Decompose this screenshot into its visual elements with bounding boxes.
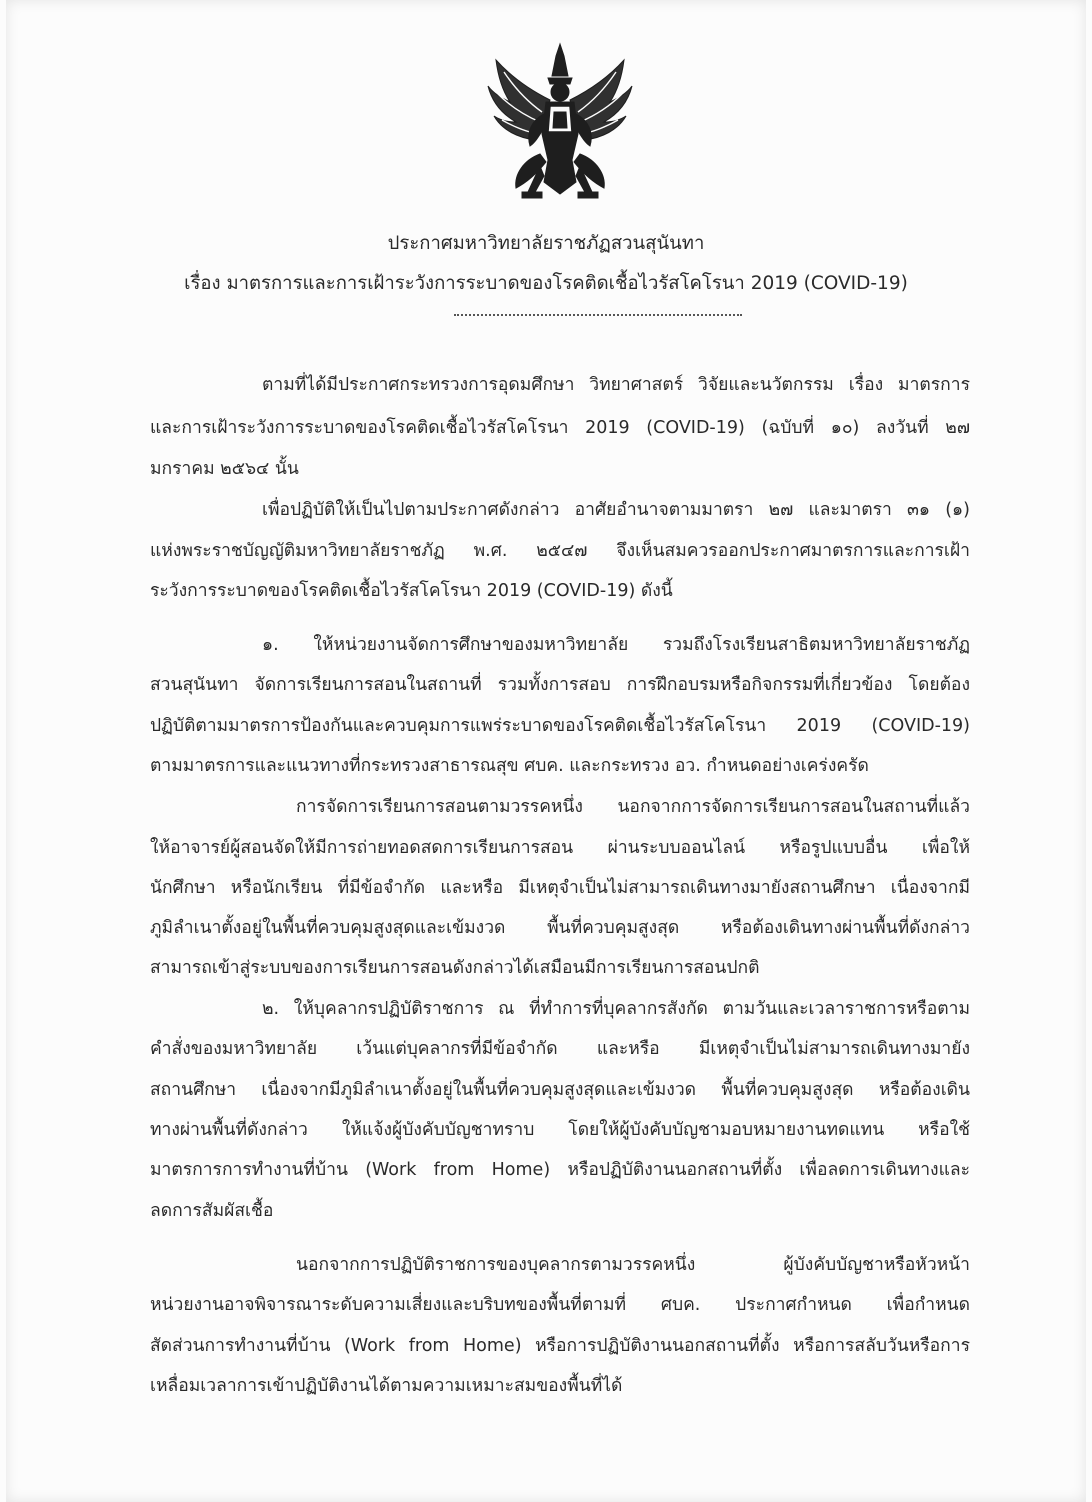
body-line: ๑. ให้หน่วยงานจัดการศึกษาของมหาวิทยาลัย รวมถึงโรงเรียนสาธิตมหาวิทยาลัยราชภัฏ bbox=[262, 635, 970, 655]
body-line: หน่วยงานอาจพิจารณาระดับความเสี่ยงและบริบทของพื้นที่ตามที่ ศบค. ประกาศกำหนด เพื่อกำหนด bbox=[150, 1295, 970, 1315]
body-line: ทางผ่านพื้นที่ดังกล่าว ให้แจ้งผู้บังคับบัญชาทราบ โดยให้ผู้บังคับบัญชามอบหมายงานทดแทน หรือใช้ bbox=[150, 1120, 970, 1140]
body-line: สวนสุนันทา จัดการเรียนการสอนในสถานที่ รวมทั้งการสอบ การฝึกอบรมหรือกิจกรรมที่เกี่ยวข้อง โดยต้อง bbox=[150, 675, 970, 695]
body-line: มกราคม ๒๕๖๔ นั้น bbox=[150, 459, 299, 479]
body-line: ระวังการระบาดของโรคติดเชื้อไวรัสโคโรนา 2019 (COVID-19) ดังนี้ bbox=[150, 581, 673, 601]
divider bbox=[454, 314, 742, 316]
body-line: และการเฝ้าระวังการระบาดของโรคติดเชื้อไวรัสโคโรนา 2019 (COVID-19) (ฉบับที่ ๑๐) ลงวันที่ ๒๗ bbox=[150, 418, 970, 438]
body-line: สถานศึกษา เนื่องจากมีภูมิลำเนาตั้งอยู่ในพื้นที่ควบคุมสูงสุดและเข้มงวด พื้นที่ควบคุมสูงสุด หรือต้องเดิน bbox=[150, 1080, 970, 1100]
body-line: เพื่อปฏิบัติให้เป็นไปตามประกาศดังกล่าว อาศัยอำนาจตามมาตรา ๒๗ และมาตรา ๓๑ (๑) bbox=[262, 500, 970, 520]
body-line: แห่งพระราชบัญญัติมหาวิทยาลัยราชภัฏ พ.ศ. ๒๕๔๗ จึงเห็นสมควรออกประกาศมาตรการและการเฝ้า bbox=[150, 541, 970, 561]
body-line: ภูมิลำเนาตั้งอยู่ในพื้นที่ควบคุมสูงสุดและเข้มงวด พื้นที่ควบคุมสูงสุด หรือต้องเดินทางผ่านพื้นที่ดังกล่าว bbox=[150, 918, 970, 938]
body-line: นอกจากการปฏิบัติราชการของบุคลากรตามวรรคหนึ่ง ผู้บังคับบัญชาหรือหัวหน้า bbox=[296, 1255, 970, 1275]
document-subject: เรื่อง มาตรการและการเฝ้าระวังการระบาดของโรคติดเชื้อไวรัสโคโรนา 2019 (COVID-19) bbox=[184, 273, 908, 294]
body-line: ตามที่ได้มีประกาศกระทรวงการอุดมศึกษา วิทยาศาสตร์ วิจัยและนวัตกรรม เรื่อง มาตรการ bbox=[262, 375, 970, 395]
body-line: สัดส่วนการทำงานที่บ้าน (Work from Home) หรือการปฏิบัติงานนอกสถานที่ตั้ง หรือการสลับวันหรือการ bbox=[150, 1336, 970, 1356]
body-line: ปฏิบัติตามมาตรการป้องกันและควบคุมการแพร่ระบาดของโรคติดเชื้อไวรัสโคโรนา 2019 (COVID-19) bbox=[150, 716, 970, 736]
document-title: ประกาศมหาวิทยาลัยราชภัฏสวนสุนันทา bbox=[387, 233, 705, 254]
body-line: มาตรการการทำงานที่บ้าน (Work from Home) หรือปฏิบัติงานนอกสถานที่ตั้ง เพื่อลดการเดินทางและ bbox=[150, 1160, 970, 1180]
body-line: ให้อาจารย์ผู้สอนจัดให้มีการถ่ายทอดสดการเรียนการสอน ผ่านระบบออนไลน์ หรือรูปแบบอื่น เพื่อให้ bbox=[150, 838, 970, 858]
garuda-emblem-icon bbox=[484, 42, 636, 204]
body-line: นักศึกษา หรือนักเรียน ที่มีข้อจำกัด และหรือ มีเหตุจำเป็นไม่สามารถเดินทางมายังสถานศึกษา เนื่องจากมี bbox=[150, 878, 970, 898]
body-line: ๒. ให้บุคลากรปฏิบัติราชการ ณ ที่ทำการที่บุคลากรสังกัด ตามวันและเวลาราชการหรือตาม bbox=[262, 999, 970, 1019]
body-line: การจัดการเรียนการสอนตามวรรคหนึ่ง นอกจากการจัดการเรียนการสอนในสถานที่แล้ว bbox=[296, 797, 970, 817]
body-line: เหลื่อมเวลาการเข้าปฏิบัติงานได้ตามความเหมาะสมของพื้นที่ได้ bbox=[150, 1376, 623, 1396]
body-line: ตามมาตรการและแนวทางที่กระทรวงสาธารณสุข ศบค. และกระทรวง อว. กำหนดอย่างเคร่งครัด bbox=[150, 756, 869, 776]
body-line: คำสั่งของมหาวิทยาลัย เว้นแต่บุคลากรที่มีข้อจำกัด และหรือ มีเหตุจำเป็นไม่สามารถเดินทางมายัง bbox=[150, 1039, 970, 1059]
body-line: ลดการสัมผัสเชื้อ bbox=[150, 1201, 274, 1221]
body-line: สามารถเข้าสู่ระบบของการเรียนการสอนดังกล่าวได้เสมือนมีการเรียนการสอนปกติ bbox=[150, 958, 760, 978]
